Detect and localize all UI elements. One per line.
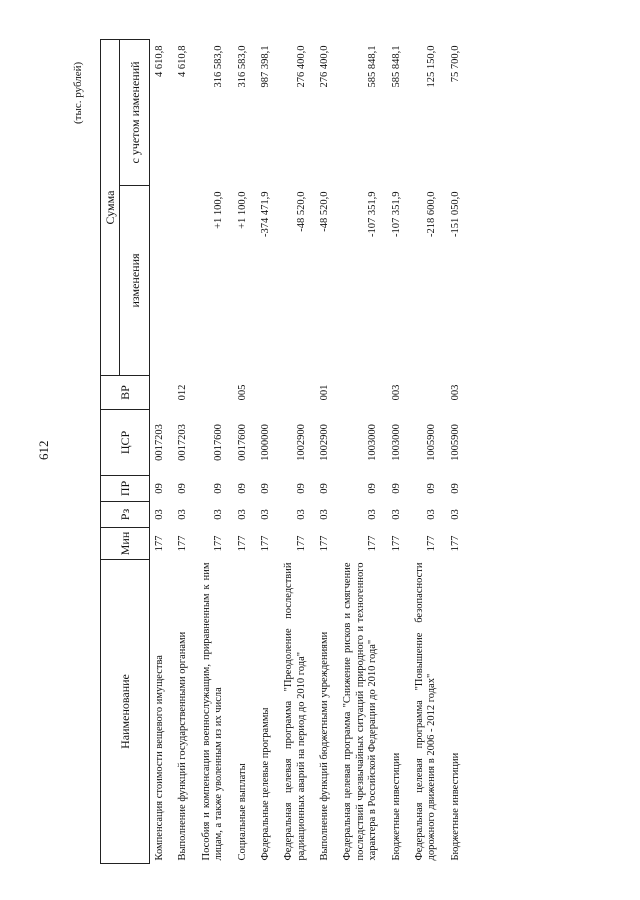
row-total: 585 848,1	[367, 45, 379, 88]
row-min: 177	[449, 535, 461, 552]
row-pr: 09	[367, 483, 379, 494]
row-name: Социальные выплаты	[236, 763, 248, 861]
row-total: 4 610,8	[154, 45, 165, 77]
table-row	[382, 39, 405, 863]
row-min: 177	[154, 535, 165, 552]
row-change: -107 351,9	[390, 191, 402, 237]
header-min: Мин	[101, 528, 150, 560]
row-change	[168, 186, 191, 376]
table-row	[441, 39, 464, 863]
row-vr: 012	[177, 384, 189, 401]
row-min: 177	[367, 535, 379, 552]
row-rz: 03	[449, 509, 461, 520]
row-csr: 0017600	[213, 424, 225, 461]
table-body	[150, 39, 465, 863]
row-min: 177	[259, 535, 271, 552]
row-vr: 003	[390, 384, 402, 401]
row-min: 177	[390, 535, 402, 552]
table-row	[310, 39, 333, 863]
row-rz: 03	[213, 509, 225, 520]
row-name: Компенсация стоимости вещевого имущества	[154, 655, 165, 861]
row-rz: 03	[390, 509, 402, 520]
table-row	[405, 39, 441, 863]
row-change: -107 351,9	[367, 191, 379, 237]
row-vr	[333, 376, 381, 410]
row-csr: 1003000	[367, 424, 379, 461]
row-pr: 09	[390, 483, 402, 494]
row-min: 177	[236, 535, 248, 552]
row-total: 987 398,1	[259, 45, 271, 88]
table-header	[101, 39, 150, 863]
row-name: Бюджетные инвестиции	[449, 752, 461, 861]
row-pr: 09	[319, 483, 330, 494]
row-total: 75 700,0	[449, 45, 461, 83]
header-vr: ВР	[101, 376, 150, 410]
row-change: -374 471,9	[259, 191, 271, 237]
header-csr: ЦСР	[101, 410, 150, 476]
header-rz: Рз	[101, 502, 150, 528]
row-total: 585 848,1	[390, 45, 402, 88]
row-pr: 09	[259, 483, 271, 494]
row-rz: 03	[259, 509, 271, 520]
row-min: 177	[319, 535, 330, 552]
row-csr: 0017203	[154, 424, 165, 461]
row-pr: 09	[213, 483, 225, 494]
row-name: Федеральные целевые программы	[259, 707, 271, 861]
row-vr: 003	[449, 384, 461, 401]
row-name: Пособия и компенсации военнослужащим, приравненным к ним лицам, а также уволенным из их числа	[200, 562, 225, 861]
row-name: Бюджетные инвестиции	[390, 752, 402, 861]
row-rz: 03	[295, 509, 307, 520]
row-total: 316 583,0	[236, 45, 248, 88]
row-name: Федеральная целевая программа "Преодоление последствий радиационных аварий на период до 2010 года"	[283, 562, 307, 861]
budget-table	[100, 39, 464, 864]
row-rz: 03	[154, 509, 165, 520]
table-row	[333, 39, 381, 863]
row-change: -48 520,0	[319, 191, 330, 232]
row-csr: 1000000	[259, 424, 271, 461]
row-name: Федеральная целевая программа "Снижение рисков и смягчение последствий чрезвычайных ситуаций природного и техногенного характера в Российской Федерации до 2010 года"	[342, 562, 379, 861]
row-rz: 03	[319, 509, 330, 520]
row-vr: 001	[319, 384, 330, 401]
row-pr: 09	[295, 483, 307, 494]
header-changes: изменения	[120, 186, 150, 376]
row-pr: 09	[177, 483, 189, 494]
row-total: 4 610,8	[177, 45, 189, 77]
row-vr	[192, 376, 228, 410]
row-csr: 1005900	[426, 424, 438, 461]
page-number: 612	[36, 440, 51, 460]
row-csr: 1002900	[319, 424, 330, 461]
row-name: Выполнение функций государственными органами	[177, 631, 189, 861]
row-vr	[150, 376, 169, 410]
table-row	[274, 39, 310, 863]
row-min: 177	[213, 535, 225, 552]
row-vr: 005	[236, 384, 248, 401]
row-total: 316 583,0	[213, 45, 225, 88]
row-csr: 1002900	[295, 424, 307, 461]
row-pr: 09	[236, 483, 248, 494]
header-pr: ПР	[101, 476, 150, 502]
row-total: 276 400,0	[295, 45, 307, 88]
row-rz: 03	[367, 509, 379, 520]
row-min: 177	[426, 535, 438, 552]
row-vr	[274, 376, 310, 410]
header-name: Наименование	[101, 560, 150, 864]
header-sum: Сумма	[101, 39, 120, 375]
table-row	[168, 39, 191, 863]
units-note: (тыс. рублей)	[72, 61, 84, 124]
row-rz: 03	[236, 509, 248, 520]
table-row	[192, 39, 228, 863]
row-csr: 0017203	[177, 424, 189, 461]
table-row	[150, 39, 169, 863]
row-csr: 0017600	[236, 424, 248, 461]
header-with-changes: с учетом изменений	[120, 39, 150, 185]
row-change: -218 600,0	[426, 191, 438, 237]
row-change: +1 100,0	[236, 191, 248, 229]
row-change: +1 100,0	[213, 191, 225, 229]
row-csr: 1005900	[449, 424, 461, 461]
row-vr	[405, 376, 441, 410]
row-min: 177	[177, 535, 189, 552]
row-total: 125 150,0	[426, 45, 438, 88]
row-csr: 1003000	[390, 424, 402, 461]
row-name: Федеральная целевая программа "Повышение безопасности дорожного движения в 2006 - 2012 годах"	[413, 562, 438, 861]
row-change: -48 520,0	[295, 191, 307, 232]
row-pr: 09	[154, 483, 165, 494]
row-change	[150, 186, 169, 376]
row-name: Выполнение функций бюджетными учреждениями	[319, 631, 330, 861]
row-rz: 03	[426, 509, 438, 520]
table-row	[251, 39, 274, 863]
row-pr: 09	[449, 483, 461, 494]
row-vr	[251, 376, 274, 410]
row-rz: 03	[177, 509, 189, 520]
row-min: 177	[295, 535, 307, 552]
row-total: 276 400,0	[319, 45, 330, 88]
table-row	[228, 39, 251, 863]
row-change: -151 050,0	[449, 191, 461, 237]
row-pr: 09	[426, 483, 438, 494]
